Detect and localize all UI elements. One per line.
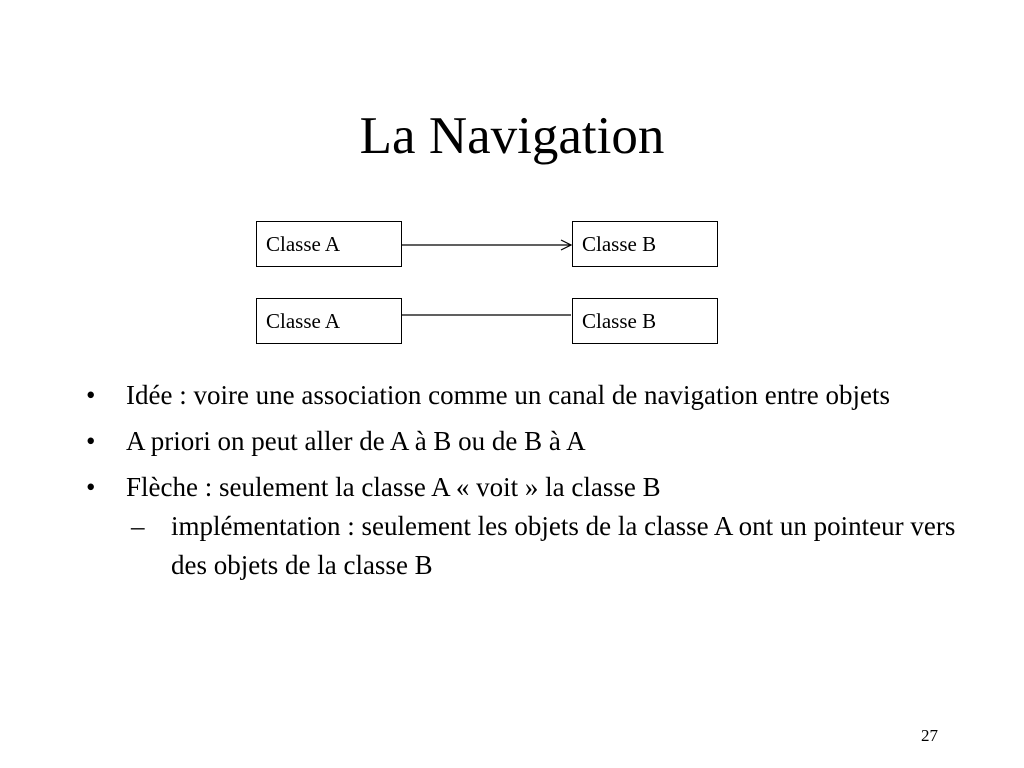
arrowhead-icon xyxy=(561,240,571,250)
class-box-a-association: Classe A xyxy=(256,298,402,344)
bullet-marker: • xyxy=(86,380,96,410)
sub-bullet-text: implémentation : seulement les objets de la classe A ont un pointeur vers des objets de la classe B xyxy=(171,511,956,580)
bullet-text: Flèche : seulement la classe A « voit » la classe B xyxy=(126,472,661,502)
sub-bullet-item xyxy=(126,507,956,585)
bullet-list xyxy=(86,376,956,592)
class-box-b-navigable: Classe B xyxy=(572,221,718,267)
bullet-marker: • xyxy=(86,426,96,456)
bullet-marker: • xyxy=(86,472,96,502)
class-box-a-navigable: Classe A xyxy=(256,221,402,267)
sub-bullet-marker: – xyxy=(131,511,145,541)
bullet-item xyxy=(86,376,956,415)
class-box-b-association: Classe B xyxy=(572,298,718,344)
bullet-item xyxy=(86,468,956,585)
page-number: 27 xyxy=(921,726,938,745)
navigable-arrow xyxy=(402,240,571,250)
bullet-text: Idée : voire une association comme un canal de navigation entre objets xyxy=(126,380,890,410)
bullet-text: A priori on peut aller de A à B ou de B à A xyxy=(126,426,586,456)
sub-bullet-list xyxy=(126,507,956,585)
bullet-item xyxy=(86,422,956,461)
slide-title: La Navigation xyxy=(359,107,665,165)
